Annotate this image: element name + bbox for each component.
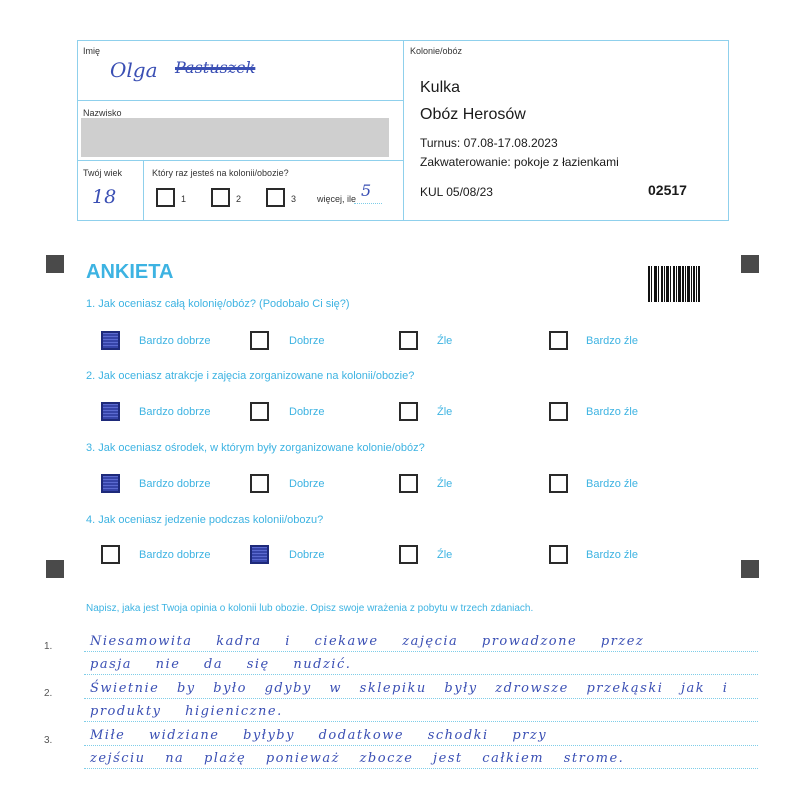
camp-name: Kulka: [420, 79, 461, 96]
q2-checkbox-bardzo-zle[interactable]: [549, 402, 568, 421]
q4-option-zle: Źle: [437, 549, 453, 561]
question-2: 2. Jak oceniasz atrakcje i zajęcia zorganizowane na kolonii/obozie?: [86, 370, 415, 382]
camp-title: Obóz Herosów: [420, 106, 526, 123]
opinion-text-line-2[interactable]: pasja nie da się nudzić.: [90, 657, 352, 672]
q3-option-bardzo-zle: Bardzo źle: [586, 478, 638, 490]
q2-checkbox-zle[interactable]: [399, 402, 418, 421]
times-checkbox-3[interactable]: [266, 188, 285, 207]
q4-checkbox-zle[interactable]: [399, 545, 418, 564]
camp-label: Kolonie/obóz: [410, 46, 463, 56]
q1-option-dobrze: Dobrze: [289, 335, 325, 347]
surname-label: Nazwisko: [83, 108, 122, 118]
opinion-line-1: [84, 651, 758, 652]
times-checkbox-2[interactable]: [211, 188, 230, 207]
q1-option-zle: Źle: [437, 335, 453, 347]
q1-checkbox-bardzo-dobrze[interactable]: [101, 331, 120, 350]
opinion-prompt: Napisz, jaka jest Twoja opinia o kolonii lub obozie. Opisz swoje wrażenia z pobytu w trzech zdaniach.: [86, 603, 534, 614]
q2-option-zle: Źle: [437, 406, 453, 418]
opinion-text-line-1[interactable]: Niesamowita kadra i ciekawe zajęcia prowadzone przez: [90, 634, 645, 649]
question-1: 1. Jak oceniasz całą kolonię/obóz? (Podobało Ci się?): [86, 298, 350, 310]
name-value[interactable]: Olga: [110, 58, 158, 82]
age-value[interactable]: 18: [92, 186, 117, 208]
q4-checkbox-bardzo-zle[interactable]: [549, 545, 568, 564]
q1-checkbox-bardzo-zle[interactable]: [549, 331, 568, 350]
q1-option-bardzo-dobrze: Bardzo dobrze: [139, 335, 211, 347]
times-option-1: 1: [181, 194, 187, 204]
q1-checkbox-dobrze[interactable]: [250, 331, 269, 350]
q1-checkbox-zle[interactable]: [399, 331, 418, 350]
q2-option-bardzo-zle: Bardzo źle: [586, 406, 638, 418]
q4-option-bardzo-dobrze: Bardzo dobrze: [139, 549, 211, 561]
q3-option-zle: Źle: [437, 478, 453, 490]
times-more-line: [354, 203, 382, 204]
opinion-text-line-6[interactable]: zejściu na plażę ponieważ zbocze jest całkiem strome.: [90, 751, 625, 766]
survey-title: ANKIETA: [86, 261, 174, 283]
camp-code: KUL 05/08/23: [420, 185, 493, 199]
q2-option-bardzo-dobrze: Bardzo dobrze: [139, 406, 211, 418]
opinion-line-3: [84, 698, 758, 699]
form-number: 02517: [648, 182, 687, 198]
times-checkbox-1[interactable]: [156, 188, 175, 207]
q2-option-dobrze: Dobrze: [289, 406, 325, 418]
times-option-2: 2: [236, 194, 242, 204]
turnus: Turnus: 07.08-17.08.2023: [420, 136, 558, 150]
q2-checkbox-dobrze[interactable]: [250, 402, 269, 421]
opinion-line-6: [84, 768, 758, 769]
q3-option-dobrze: Dobrze: [289, 478, 325, 490]
opinion-text-line-5[interactable]: Miłe widziane byłyby dodatkowe schodki przy: [90, 728, 548, 743]
age-label: Twój wiek: [83, 168, 123, 178]
barcode-icon: [648, 266, 700, 302]
q3-checkbox-bardzo-dobrze[interactable]: [101, 474, 120, 493]
question-4: 4. Jak oceniasz jedzenie podczas kolonii/obozu?: [86, 514, 324, 526]
name-label: Imię: [83, 46, 101, 56]
opinion-number-3: 3.: [44, 735, 53, 746]
registration-mark-bottom-left: [46, 560, 64, 578]
q1-option-bardzo-zle: Bardzo źle: [586, 335, 638, 347]
times-more-label: więcej, ile: [317, 194, 357, 204]
opinion-number-1: 1.: [44, 641, 53, 652]
name-struck: Pastuszek: [175, 58, 256, 77]
opinion-line-5: [84, 745, 758, 746]
q3-checkbox-dobrze[interactable]: [250, 474, 269, 493]
times-option-3: 3: [291, 194, 297, 204]
times-label: Który raz jesteś na kolonii/obozie?: [152, 168, 289, 178]
q4-option-bardzo-zle: Bardzo źle: [586, 549, 638, 561]
opinion-text-line-3[interactable]: Świetnie by było gdyby w sklepiku były zdrowsze przekąski jak i: [90, 681, 729, 696]
q4-option-dobrze: Dobrze: [289, 549, 325, 561]
registration-mark-bottom-right: [741, 560, 759, 578]
opinion-number-2: 2.: [44, 688, 53, 699]
registration-mark-top-right: [741, 255, 759, 273]
registration-mark-top-left: [46, 255, 64, 273]
accommodation: Zakwaterowanie: pokoje z łazienkami: [420, 155, 619, 169]
q2-checkbox-bardzo-dobrze[interactable]: [101, 402, 120, 421]
times-more-value[interactable]: 5: [361, 181, 372, 200]
q4-checkbox-bardzo-dobrze[interactable]: [101, 545, 120, 564]
question-3: 3. Jak oceniasz ośrodek, w którym były zorganizowane kolonie/obóz?: [86, 442, 425, 454]
surname-redaction: [81, 118, 389, 157]
q4-checkbox-dobrze[interactable]: [250, 545, 269, 564]
q3-checkbox-zle[interactable]: [399, 474, 418, 493]
opinion-line-4: [84, 721, 758, 722]
opinion-text-line-4[interactable]: produkty higieniczne.: [90, 704, 283, 719]
opinion-line-2: [84, 674, 758, 675]
q3-option-bardzo-dobrze: Bardzo dobrze: [139, 478, 211, 490]
q3-checkbox-bardzo-zle[interactable]: [549, 474, 568, 493]
